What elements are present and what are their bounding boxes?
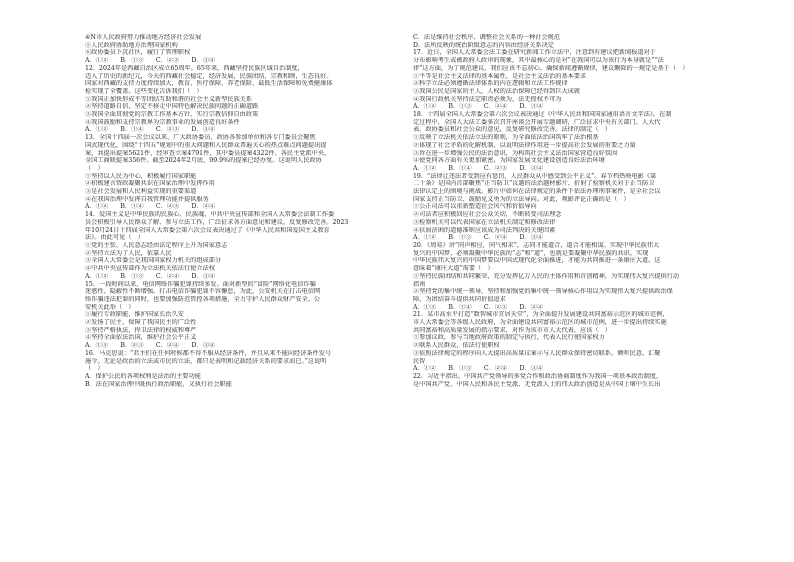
answer-options-line: B．法在国家治理中既执行政治职能，又执行社会职能 <box>85 380 232 388</box>
question-text-line: ③是社会发展和人民利益实现的重要渠道 <box>85 188 197 196</box>
question-text-line: 迈入了历史的新纪元，今天的西藏社会稳定，经济发展，民族团结，宗教和睦，生态良好。 <box>85 72 333 80</box>
question-text-line: 二十条》是国内首部聚焦“正当防卫”议题的法治题材影片，折射了检察机关对于正当防卫 <box>413 180 655 188</box>
question-text-line: 律”这方面，为了规范建议，我们应该不忘初心，确保新闻遵循规律，建议删除的一规定是基于（ ） <box>413 64 689 72</box>
question-text-line: 迷惑性、隐蔽性不断增强。打击电信诈骗犯罪不容懈怠，为此，公安机关在打击电信网 <box>85 288 321 296</box>
question-text-line: ④扶弱济困的道德准则应该成为司法判决的关键因素 <box>413 226 556 234</box>
question-text-line: ④我国行政机关坚持法定职责必须为，法无授权不可为 <box>413 95 562 103</box>
question-text-line: 法》。由此可见（ ） <box>85 234 144 242</box>
question-text-line: ③检察机关可以代表国家在立法机关制定和修改法律 <box>413 218 556 226</box>
question-text-line: 共同富裕和高质量发展的指示要求，对作为该市市人大代表，应该（ ） <box>413 326 611 334</box>
question-text-line: 中华民族伟大复兴的中国梦要以中国式现代化全面推进，才能为共同推进一条康庄大道。这 <box>413 257 661 265</box>
question-text-line: ④坚持全面依法治国，维护社会公平正义 <box>85 334 197 342</box>
answer-options-line: A．①③ B．②③ C．②④ D．③④ <box>85 342 216 350</box>
question-text-line: 障，为团结奋斗提供共同价值追求 <box>413 295 506 303</box>
answer-options-line: A．①② B．①③ C．②④ D．③④ <box>85 272 216 280</box>
question-text-line: 21．某市高水平打造“数智城市宜居天堂”，为全面提升发展建设共同富裕示范区的城市范例， <box>413 311 669 319</box>
question-text-line: 16．马克思说：“君主们在任何时候都不得不服从经济条件，并且从来不能向经济条件发号 <box>85 349 332 357</box>
question-text-line: ③依照法律规定的程序向人大提出高质量议案④与人民群众保持密切联系，倾听民意、汇聚 <box>413 349 661 357</box>
question-text-line: 是中国共产党、中国人民和各民主党派、无党派人士的伟大政治创造是从中国土壤中生长出 <box>413 380 661 388</box>
answer-options-line: A．①③ B．①④ C．②③ D．②④ <box>413 303 544 311</box>
question-text-line: ①履行专政职能，维护国家长治久安 <box>85 311 184 319</box>
question-text-line: 12．2024年是西藏自治区成立65周年。65年来，西藏坚持民族区域自治制度， <box>85 64 304 72</box>
answer-options-line: A．①② B．①③ C．②④ D．③④ <box>413 365 544 373</box>
question-text-line: ⑥政协委员下沉社区，履行了管理职权 <box>85 49 191 57</box>
question-text-line: ④中共中央宣传部作为立法机关依法行使立法权 <box>85 265 215 273</box>
question-text-line: ②积极建言资政凝聚共识在国家治理中发挥作用 <box>85 180 215 188</box>
answer-options-line: A．①② B．①④ C．②③ D．③④ <box>85 126 216 134</box>
question-text-line: 国家支持正当防卫、鼓励见义勇为的立法导向。对此，观影评论正确的是（ ） <box>413 195 630 203</box>
question-text-line: ①参加议政，参与当地政府政策的制定与执行，代表人民行使国家权力 <box>413 334 605 342</box>
question-text-line: 17．近日，全国人大常委会法工委在研究新闻工作立法中，注意到有建议把新闻报道对于 <box>413 49 656 57</box>
question-text-line: 员会积极引导人民群众了解、参与立法工作，广泛征求各方面意见和建议，反复修改完善。2023 <box>85 218 349 226</box>
question-text-line: ②体现了社会矛盾的化解机制，以说明法律作用进一步提高社会发展的重要之力量 <box>413 141 636 149</box>
question-text-line: ④使党同各方面有关更加紧密，为国家发展文化建设创造良好法治环境 <box>413 157 605 165</box>
question-text-line: 分布影响考生或被政府人政审的现象，其中最核心的是对“在我国可以为该行为本身就是”“法 <box>413 57 664 65</box>
answer-options-line: A．①② B．①③ C．②③ D．③④ <box>85 57 216 65</box>
question-text-line: 14．爱国主义是中华民族的民族心、民族魂，中共中央宣传部和全国人大常委会法制工作委 <box>85 211 335 219</box>
question-text-line: 络诈骗违法犯罪的同时，也要加强防范管控各项措施，全力守护人民群众财产安全。公 <box>85 295 321 303</box>
question-text-line: 定过程中，全国人大法工委多次召开座谈会开展专题调研，广泛征求中央有关部门、人大代 <box>413 118 661 126</box>
question-text-line: （ ） <box>85 365 104 373</box>
question-text-line: ②联系人民群众，依法行使职权 <box>413 342 500 350</box>
question-text-line: 年10月24日十四届全国人大常委会第六次会议表决通过了《中华人民共和国爱国主义教育 <box>85 226 330 234</box>
question-text-line: ①我国正加快形成平等团结互助和谐的社会主义新型民族关系 <box>85 95 253 103</box>
question-text-line: ⑤人民政府协助地方治理国家机构 <box>85 41 178 49</box>
question-text-line: 施令。无论是政治的立法或市民的立法，都只是表明和记载经济关系的要求而已。”这说明 <box>85 357 327 365</box>
question-text-line: 国家对西藏的支持力度持续加大，教育、医疗保障、养老保险、最低生活保障和免费健康体 <box>85 80 333 88</box>
question-text-line: ③坚持严格执法，捍卫法律的权威和尊严 <box>85 326 197 334</box>
answer-options-line: C．法是维持社会秩序、调整社会关系的一种社会规范 <box>413 34 561 41</box>
question-text-line: ④N市人民政府努力推动地方经济社会发展 <box>85 34 202 41</box>
question-text-line: 13．全国十四届一次会议以来，广大政协委员、政协各参加单位和各专门委员会聚焦 <box>85 134 316 142</box>
question-text-line: 市人大常委会等各级人民政府，为全面建设共同富裕示范区的城市范例，进一步提出持续实施 <box>413 319 667 327</box>
question-text-line: ③旨在进一步增强公民的法治意识，为构筑社会主义法治国家营造良好氛围 <box>413 149 618 157</box>
question-text-line: ①平等是社会主义法律的基本属性，是社会主义法治的基本要求 <box>413 72 587 80</box>
answer-options-line: A．①② B．①③ C．②④ D．③④ <box>413 234 544 242</box>
question-text-line: ④在我国治理中发挥自我管理功能并提供服务 <box>85 195 209 203</box>
question-text-line: 民智 <box>413 357 426 365</box>
question-text-line: 意味着“康庄大道”需要（ ） <box>413 265 494 273</box>
question-text-line: 全国工商联提案356件。截至2024年2月底，99.9%的提案已经办复。这说明人民政协 <box>85 157 322 165</box>
question-text-line: ②发扬了民主，保障了我国民主的广泛性 <box>85 319 197 327</box>
question-text-line: 22．习近平指出，中国共产党领导的多党合作和政治协商制度作为我国一项基本政治制度， <box>413 372 663 380</box>
answer-options-line: A．①② B．①④ C．②③ D．②④ <box>85 203 216 211</box>
answer-options-line: D．法所反映的统治阶级意志的内容由经济关系决定 <box>413 41 555 49</box>
question-text-line: ②坚持道路自信，坚定不移走中国特色解决民族问题的正确道路 <box>85 103 259 111</box>
question-text-line: 15．一段时间以来，电信网络诈骗犯罪持续多发。面对新型的“冒险”网络化电信诈骗 <box>85 280 316 288</box>
right-column <box>413 34 751 388</box>
question-text-line: ①坚持以人民为中心，积极履行国家职能 <box>85 172 197 180</box>
question-text-line: 20．《周易》讲“同声相应，同气相求”，志同才能道合，道合才能相谋。实现中华民族伟大 <box>413 241 660 249</box>
question-text-line: 18．十四届全国人大常委会第六次会议表决通过《中华人民共和国国家通用语言文字法》。在制 <box>413 111 672 119</box>
question-text-line: ①党的主张、人民意志经由法定程序上升为国家意志 <box>85 241 228 249</box>
question-text-line: 案，共提出提案5621件，经审查立案4791件，其中委员提案4322件。各民主党派中央、 <box>85 149 331 157</box>
question-text-line: ③全国人大常委会是我国国家权力机关的组成部分 <box>85 257 222 265</box>
question-text-line: 国式现代化，围绕“十四五”规划中的重大问题和人民群众普遍关心的热点难点问题提出提 <box>85 141 327 149</box>
question-text-line: 复兴的中国梦，必须凝聚中华民族的“志”和“道”，也就是要凝聚中华民族的共识。实现 <box>413 249 649 257</box>
question-text-line: ①坚持民族团结和共同繁荣，充分发挥亿万人民的主体作用和首创精神，为实现伟大复兴提供行动 <box>413 272 680 280</box>
answer-options-line: A．保护公民的各项权利是法治的主要功能 <box>85 372 201 380</box>
question-text-line: 安机关此举（ ） <box>85 303 135 311</box>
question-text-line: 指南 <box>413 280 426 288</box>
question-text-line: ①公正司法可以重新塑造社会风气和价值导向 <box>413 203 537 211</box>
question-text-line: 表、政协委员和社会公众的意见，反复研究修改完善。法律的制定（ ） <box>413 126 611 134</box>
question-text-line: ②坚持党的集中统一领导，坚持和加强党的集中统一领导核心作用以为实现伟大复兴提供政治保 <box>413 288 673 296</box>
question-text-line: ②坚持立法为了人民，依靠人民 <box>85 249 172 257</box>
question-text-line: ③我国全面贯彻党的宗教工作基本方针，实行宗教信仰自由政策 <box>85 111 259 119</box>
answer-options-line: A．①② B．①③ C．②④ D．③④ <box>413 103 544 111</box>
question-text-line: ④我国鼓励和支持宗教界为宗教事业的发展创造良好条件 <box>85 118 240 126</box>
question-text-line: ②司法者应积极回应社会公众关切，不断转变司法理念 <box>413 211 562 219</box>
question-text-line: ②科学立法必须遵循法律体系的内在逻辑和立法工作规律 <box>413 80 568 88</box>
question-text-line: （ ） <box>85 164 104 172</box>
question-text-line: 法律认定上的困境与挑战。影片中如何在法律规定的条件下依法办理刑事案件，是全社会以 <box>413 188 661 196</box>
left-column <box>85 34 423 388</box>
question-text-line: ③我国公民是国家的主人，人权的法治保障已经得到巨大成就 <box>413 87 581 95</box>
question-text-line: ①反映了立法机关依法立法的原则，为全面依法治国筑牢了法治根基 <box>413 134 599 142</box>
answer-options-line: A．①② B．①④ C．②③ D．③④ <box>413 164 544 172</box>
question-text-line: 19．“法律让违法者受到应有惩罚，人民群众从中感受到公平正义”。春节档热映电影《第 <box>413 172 657 180</box>
question-text-line: 检实现了全覆盖。这些变化告诉我们（ ） <box>85 87 203 95</box>
